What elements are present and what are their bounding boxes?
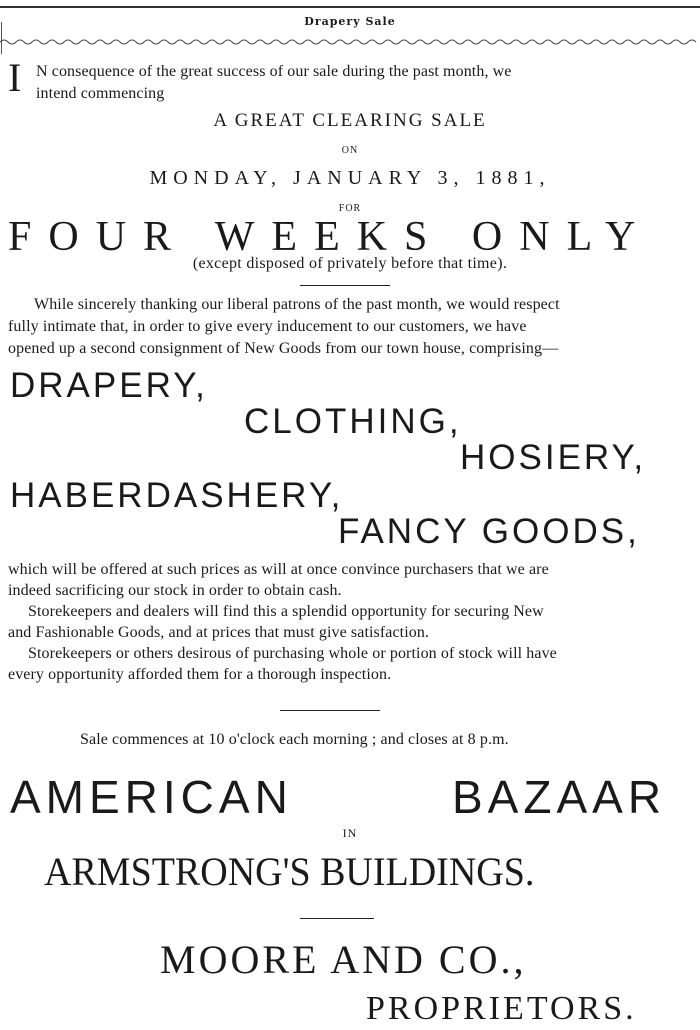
owner-title: PROPRIETORS.	[366, 990, 637, 1027]
wavy-divider-top	[0, 38, 700, 46]
goods-haberdashery: HABERDASHERY,	[10, 476, 344, 515]
divider-1	[300, 285, 390, 286]
offer-line-1: which will be offered at such prices as will at once convince purchasers that we are	[8, 561, 549, 578]
offer-line-3: Storekeepers and dealers will find this a splendid opportunity for securing New	[28, 603, 544, 620]
intro-line-2: intend commencing	[36, 85, 165, 102]
offer-line-2: indeed sacrificing our stock in order to obtain cash.	[8, 582, 342, 599]
offer-line-5: Storekeepers or others desirous of purchasing whole or portion of stock will have	[28, 645, 557, 662]
drop-cap: I	[8, 55, 22, 100]
owner-name: MOORE AND CO.,	[160, 937, 527, 982]
store-name-american: AMERICAN	[10, 771, 293, 823]
store-name-bazaar: BAZAAR	[452, 771, 667, 823]
offer-line-4: and Fashionable Goods, and at prices that must give satisfaction.	[8, 624, 430, 641]
sale-hours: Sale commences at 10 o'clock each morning ; and closes at 8 p.m.	[80, 731, 509, 748]
thanks-line-3: opened up a second consignment of New Goods from our town house, comprising—	[8, 340, 559, 357]
goods-clothing: CLOTHING,	[244, 402, 462, 441]
divider-3	[300, 918, 374, 919]
sale-duration: FOUR WEEKS ONLY	[8, 214, 653, 260]
sale-date: MONDAY, JANUARY 3, 1881,	[149, 167, 551, 189]
intro-line-1: N consequence of the great success of our sale during the past month, we	[36, 63, 512, 80]
top-border	[0, 6, 700, 8]
on-label: ON	[341, 145, 359, 156]
for-label: FOR	[338, 203, 362, 214]
goods-hosiery: HOSIERY,	[460, 438, 647, 477]
section-heading: Drapery Sale	[304, 15, 396, 28]
thanks-line-2: fully intimate that, in order to give every inducement to our customers, we have	[8, 318, 527, 335]
in-label: IN	[342, 826, 358, 840]
divider-2	[280, 710, 380, 711]
great-sale-heading: A GREAT CLEARING SALE	[213, 110, 487, 131]
goods-fancy: FANCY GOODS,	[338, 512, 640, 551]
store-building: ARMSTRONG'S BUILDINGS.	[44, 849, 535, 894]
thanks-line-1: While sincerely thanking our liberal patrons of the past month, we would respect	[34, 296, 560, 313]
except-note: (except disposed of privately before that time).	[192, 255, 508, 272]
offer-line-6: every opportunity afforded them for a thorough inspection.	[8, 666, 392, 683]
goods-drapery: DRAPERY,	[10, 366, 208, 405]
